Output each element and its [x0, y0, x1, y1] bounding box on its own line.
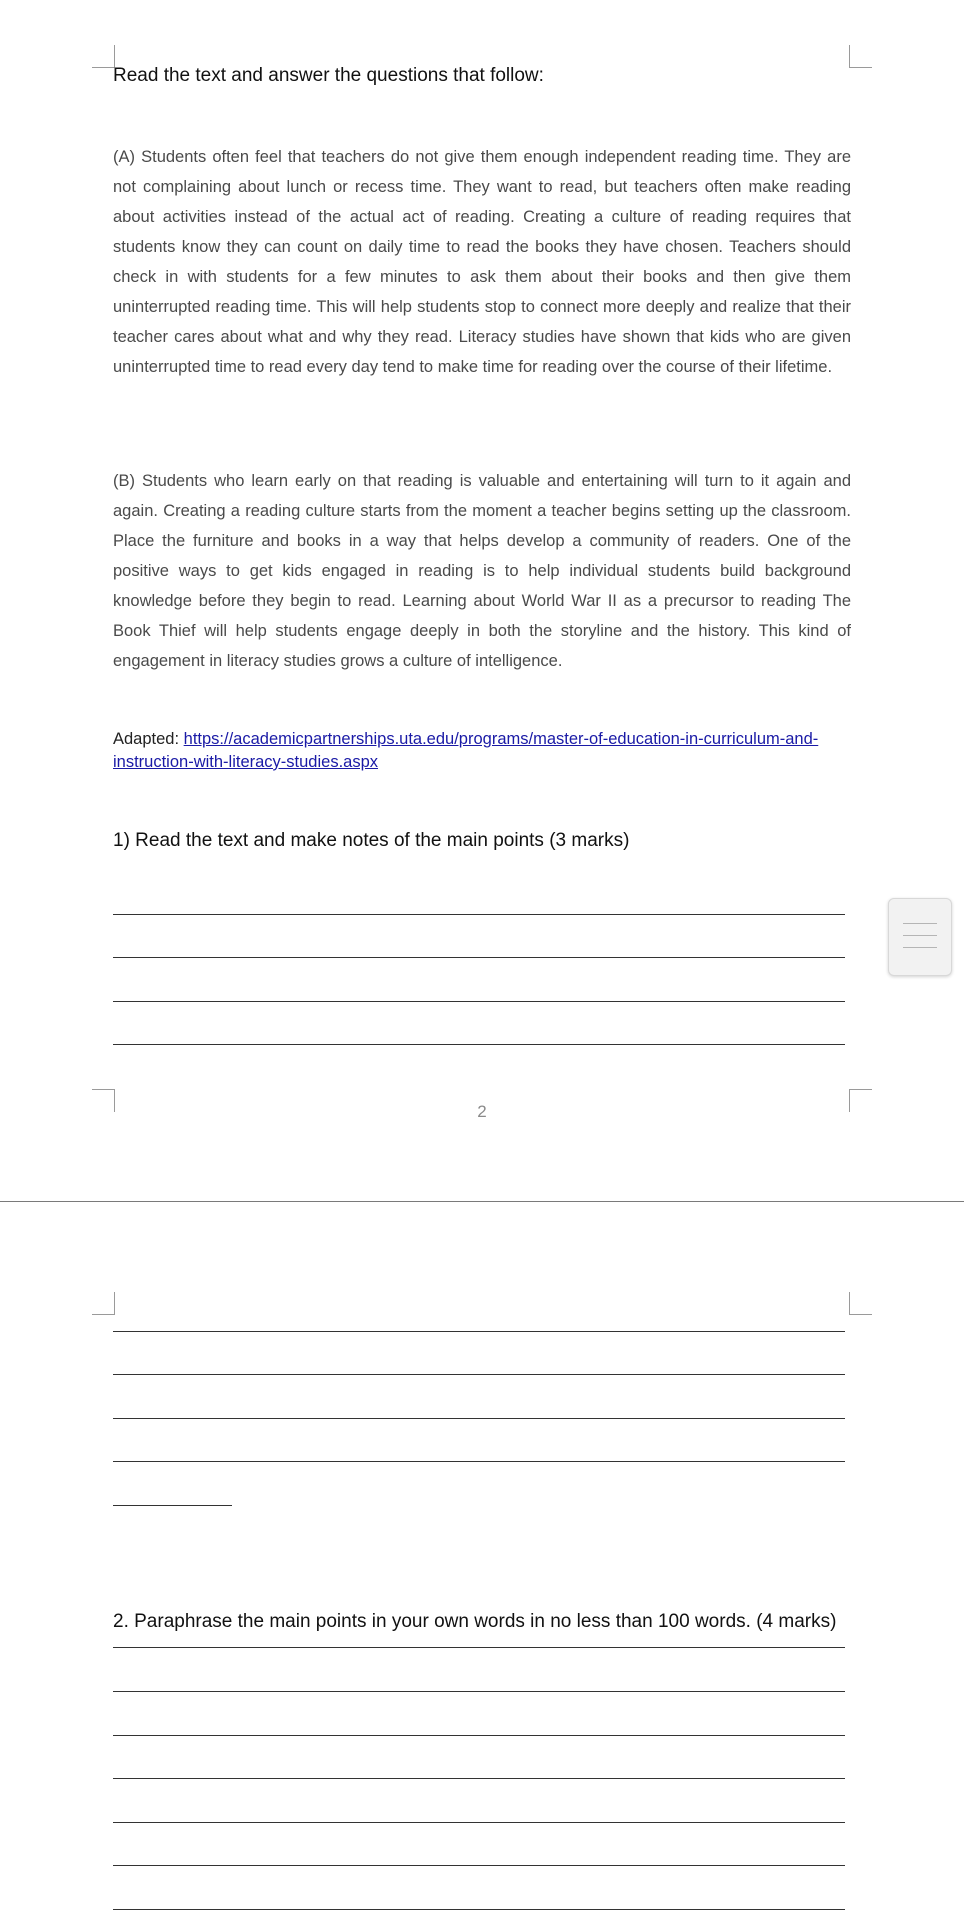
answer-line[interactable] [113, 1822, 845, 1823]
margin-corner-top-left [92, 45, 115, 68]
question-2: 2. Paraphrase the main points in your own words in no less than 100 words. (4 marks) [113, 1611, 837, 1632]
answer-line[interactable] [113, 1044, 845, 1045]
source-citation [113, 728, 851, 774]
margin-corner-top-right [849, 45, 872, 68]
answer-line[interactable] [113, 1374, 845, 1375]
answer-line[interactable] [113, 1331, 845, 1332]
answer-line[interactable] [113, 1647, 845, 1648]
answer-line[interactable] [113, 1735, 845, 1736]
passage-b: (B) Students who learn early on that reading is valuable and entertaining will turn to it again and again. Creating a reading culture starts from the moment a teacher begins setting up the classroom. Place the furniture and books in a way that helps develop a community of readers. One of the positive ways to get kids engaged in reading is to help individual students build background knowledge before they begin to read. Learning about World War II as a precursor to reading The Book Thief will help students engage deeply in both the storyline and the history. This kind of engagement in literacy studies grows a culture of intelligence. [113, 472, 851, 670]
answer-line[interactable] [113, 957, 845, 958]
answer-line[interactable] [113, 1461, 845, 1462]
answer-line[interactable] [113, 914, 845, 915]
answer-line[interactable] [113, 1505, 232, 1506]
page-break-divider [0, 1201, 964, 1202]
answer-line[interactable] [113, 1418, 845, 1419]
instruction-heading: Read the text and answer the questions that follow: [113, 65, 544, 86]
answer-line[interactable] [113, 1691, 845, 1692]
menu-handle-icon[interactable] [888, 898, 952, 976]
answer-line[interactable] [113, 1909, 845, 1910]
answer-line[interactable] [113, 1778, 845, 1779]
source-label: Adapted: [113, 730, 184, 748]
answer-line[interactable] [113, 1001, 845, 1002]
page-number: 2 [477, 1102, 487, 1121]
answer-line[interactable] [113, 1865, 845, 1866]
margin-corner-top-left [92, 1292, 115, 1315]
passage-a: (A) Students often feel that teachers do not give them enough independent reading time. They are not complaining about lunch or recess time. They want to read, but teachers often make reading about activities instead of the actual act of reading. Creating a culture of reading requires that students know they can count on daily time to read the books they have chosen. Teachers should check in with students for a few minutes to ask them about their books and then give them uninterrupted reading time. This will help students stop to connect more deeply and realize that their teacher cares about what and why they read. Literacy studies have shown that kids who are given uninterrupted time to read every day tend to make time for reading over the course of their lifetime. [113, 148, 851, 376]
document-page-2 [0, 1203, 964, 1920]
margin-corner-top-right [849, 1292, 872, 1315]
source-link[interactable]: https://academicpartnerships.uta.edu/programs/master-of-education-in-curriculum-and-instruction-with-literacy-studies.aspx [113, 730, 819, 771]
question-1: 1) Read the text and make notes of the main points (3 marks) [113, 830, 630, 851]
